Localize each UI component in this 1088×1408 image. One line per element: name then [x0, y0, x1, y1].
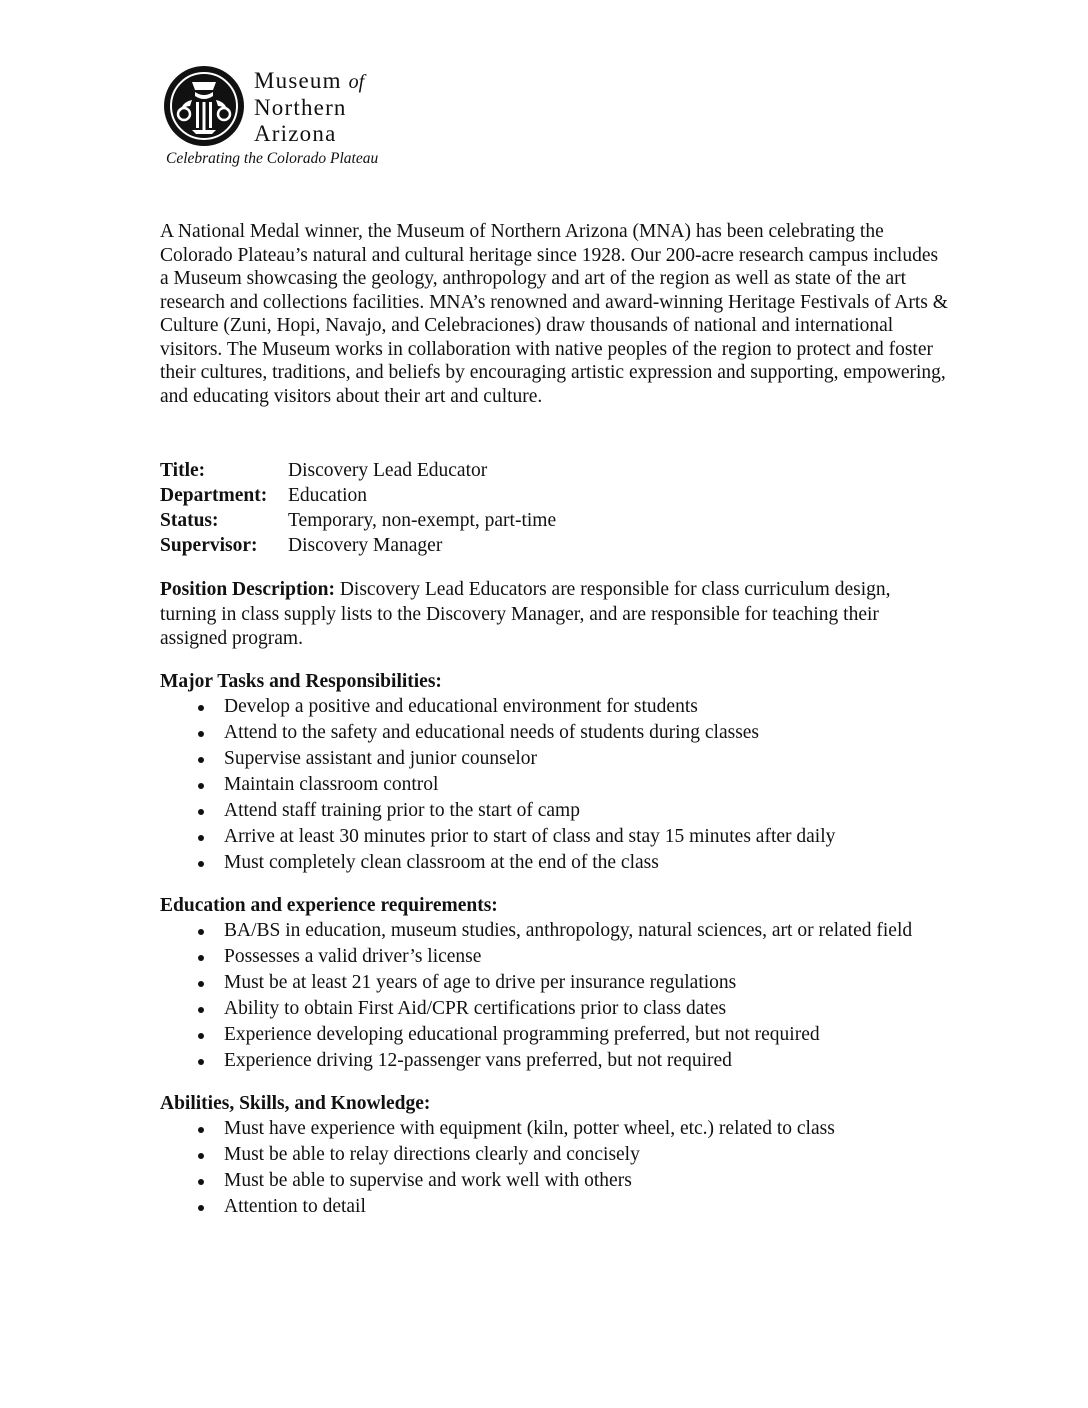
position-label: Position Description:: [160, 579, 335, 600]
section-heading: Major Tasks and Responsibilities:: [160, 670, 442, 692]
list-item: Experience driving 12-passenger vans preferred, but not required: [160, 1048, 950, 1074]
list-item: Possesses a valid driver’s license: [160, 944, 950, 970]
meta-row-title: [160, 458, 950, 483]
list-item: Attend to the safety and educational needs of students during classes: [160, 720, 950, 746]
section-heading: Education and experience requirements:: [160, 894, 498, 916]
museum-name: Museum of Northern Arizona: [254, 68, 365, 146]
job-description: [160, 220, 950, 1220]
list-item: Ability to obtain First Aid/CPR certifications prior to class dates: [160, 996, 950, 1022]
list-item: Arrive at least 30 minutes prior to start of class and stay 15 minutes after daily: [160, 824, 950, 850]
position-description: [160, 578, 950, 652]
list-item: Attend staff training prior to the start of camp: [160, 798, 950, 824]
section-abilities-skills: [160, 1092, 950, 1220]
position-text: Discovery Lead Educators are responsible for class curriculum design, turning in class supply lists to the Discovery Manager, and are responsible for teaching their assigned program.: [160, 579, 891, 649]
meta-value: Discovery Manager: [288, 535, 443, 556]
list-item: Must completely clean classroom at the end of the class: [160, 850, 950, 876]
meta-label: Department:: [160, 485, 268, 506]
museum-logo: [162, 64, 402, 174]
intro-paragraph: A National Medal winner, the Museum of Northern Arizona (MNA) has been celebrating the Colorado Plateau’s natural and cultural heritage since 1928. Our 200-acre research campus includes a Museum showcasing the geology, anthropology and art of the region as well as state of the art research and collections facilities. MNA’s renowned and award-winning Heritage Festivals of Arts & Culture (Zuni, Hopi, Navajo, and Celebraciones) draw thousands of national and international visitors. The Museum works in collaboration with native peoples of the region to protect and foster their cultures, traditions, and beliefs by encouraging artistic expression and supporting, empowering, and educating visitors about their art and culture.: [160, 221, 948, 407]
list-item: Attention to detail: [160, 1194, 950, 1220]
list-item: Experience developing educational programming preferred, but not required: [160, 1022, 950, 1048]
list-item: Must be able to relay directions clearly and concisely: [160, 1142, 950, 1168]
museum-tagline: Celebrating the Colorado Plateau: [166, 150, 379, 167]
list-item: Must be at least 21 years of age to drive per insurance regulations: [160, 970, 950, 996]
list-item: Develop a positive and educational environment for students: [160, 694, 950, 720]
list-item: Must be able to supervise and work well with others: [160, 1168, 950, 1194]
section-heading: Abilities, Skills, and Knowledge:: [160, 1092, 431, 1114]
list-item: BA/BS in education, museum studies, anthropology, natural sciences, art or related field: [160, 918, 950, 944]
bullet-list: [160, 918, 950, 1074]
meta-value: Education: [288, 485, 368, 506]
meta-value: Discovery Lead Educator: [288, 460, 488, 481]
list-item: Supervise assistant and junior counselor: [160, 746, 950, 772]
section-education-requirements: [160, 894, 950, 1074]
list-item: Must have experience with equipment (kiln, potter wheel, etc.) related to class: [160, 1116, 950, 1142]
meta-label: Supervisor:: [160, 535, 258, 556]
meta-row-status: [160, 508, 950, 533]
meta-label: Status:: [160, 510, 219, 531]
museum-emblem-icon: [162, 64, 246, 148]
meta-label: Title:: [160, 460, 206, 481]
bullet-list: [160, 1116, 950, 1220]
list-item: Maintain classroom control: [160, 772, 950, 798]
section-major-tasks: [160, 670, 950, 876]
meta-row-supervisor: [160, 533, 950, 558]
meta-value: Temporary, non-exempt, part-time: [288, 510, 557, 531]
job-meta: [160, 458, 950, 558]
bullet-list: [160, 694, 950, 876]
meta-row-department: [160, 483, 950, 508]
